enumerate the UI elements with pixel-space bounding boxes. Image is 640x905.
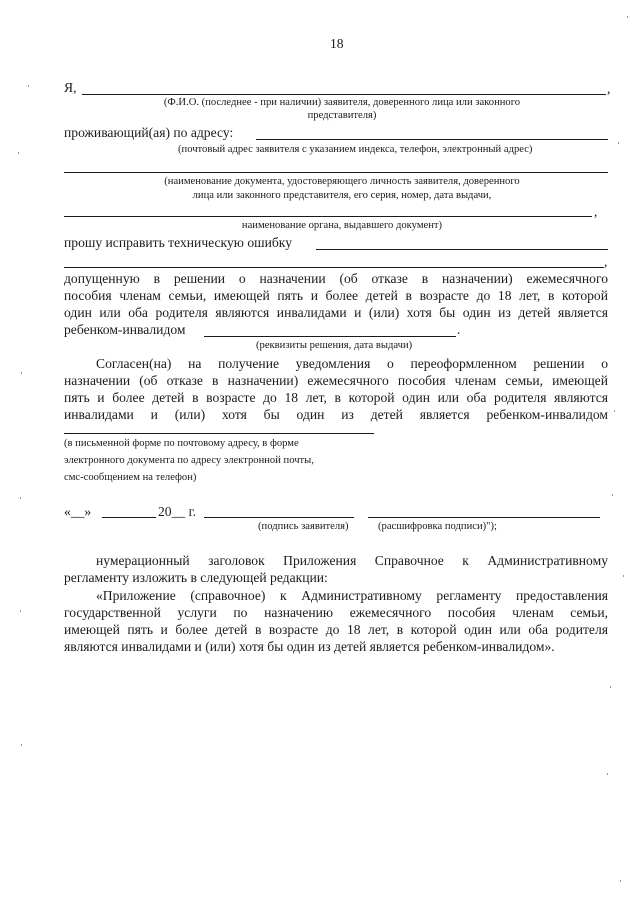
consent-paragraph-line-1: Согласен(на) на получение уведомления о переоформленном решении о	[96, 356, 608, 371]
scan-speck	[610, 686, 611, 688]
scan-speck	[21, 744, 22, 746]
scan-speck	[607, 773, 608, 775]
hint-fio-line-1: (Ф.И.О. (последнее - при наличии) заявителя, доверенного лица или законного	[163, 97, 521, 108]
hint-decoding: (расшифровка подписи)");	[378, 521, 497, 532]
error-paragraph-line-2: пособия членам семьи, имеющей пять и более детей в возрасте до 18 лет, в которой	[64, 288, 608, 303]
address-line-2	[64, 172, 608, 173]
consent-paragraph-line-4: инвалидами и (или) хотя бы один из детей является ребенком-инвалидом	[64, 407, 608, 422]
page-number: 18	[330, 36, 344, 51]
consent-paragraph-line-3: пять и более детей в возрасте до 18 лет, в которой один или оба родителя являются	[64, 390, 608, 405]
scan-speck	[20, 497, 21, 499]
date-day: «__»	[64, 504, 92, 519]
hint-document-line-1: (наименование документа, удостоверяющего личность заявителя, доверенного	[164, 176, 520, 187]
scan-speck	[627, 16, 628, 18]
hint-fio-line-2: представителя)	[307, 110, 377, 121]
error-description-line	[316, 249, 608, 250]
address-line	[256, 139, 608, 140]
error-paragraph-line-3: один или оба родителя являются инвалидами и (или) хотя бы один из детей является	[64, 305, 608, 320]
hint-notice-line-3: смс-сообщением на телефон)	[64, 472, 197, 483]
error-line-comma: ,	[604, 254, 608, 269]
amendment-line-4: государственной услуги по назначению ежемесячного пособия членам семьи,	[64, 605, 608, 620]
hint-notice-line-1: (в письменной форме по почтовому адресу, в форме	[64, 438, 299, 449]
amendment-line-1: нумерационный заголовок Приложения Справочное к Административному	[96, 553, 608, 568]
scan-speck	[612, 494, 613, 496]
hint-notice-line-2: электронного документа по адресу электронной почты,	[64, 455, 314, 466]
applicant-prefix: Я,	[64, 80, 77, 95]
amendment-line-3: «Приложение (справочное) к Административному регламенту предоставления	[96, 588, 608, 603]
decision-period: .	[457, 322, 461, 337]
applicant-name-line	[82, 94, 606, 95]
scan-speck	[18, 152, 19, 154]
scan-speck	[618, 142, 619, 144]
error-paragraph-line-4: ребенком-инвалидом	[64, 322, 186, 337]
signature-decoding-line	[368, 517, 600, 518]
notice-method-line	[64, 433, 374, 434]
hint-document-line-2: лица или законного представителя, его серия, номер, дата выдачи,	[192, 190, 492, 201]
scan-speck	[21, 372, 22, 374]
amendment-line-2: регламенту изложить в следующей редакции:	[64, 570, 328, 585]
date-year: 20__ г.	[158, 504, 197, 519]
scan-speck	[620, 880, 621, 882]
consent-paragraph-line-2: назначении (об отказе в назначении) ежемесячного пособия членам семьи, имеющей	[64, 373, 608, 388]
request-label: прошу исправить техническую ошибку	[64, 235, 292, 250]
document-line-comma: ,	[594, 204, 598, 219]
amendment-line-5: имеющей пять и более детей в возрасте до 18 лет, в которой один или оба родителя	[64, 622, 608, 637]
scan-speck	[20, 610, 21, 612]
scan-speck	[28, 85, 29, 87]
error-paragraph-line-1: допущенную в решении о назначении (об отказе в назначении) ежемесячного	[64, 271, 608, 286]
date-month-line	[102, 517, 156, 518]
applicant-name-comma: ,	[607, 81, 611, 96]
hint-decision: (реквизиты решения, дата выдачи)	[256, 340, 413, 351]
hint-address: (почтовый адрес заявителя с указанием индекса, телефон, электронный адрес)	[178, 144, 533, 155]
signature-line	[204, 517, 354, 518]
decision-details-line	[204, 336, 456, 337]
error-description-line-2	[64, 267, 604, 268]
amendment-line-6: являются инвалидами и (или) хотя бы один из детей является ребенком-инвалидом».	[64, 639, 555, 654]
scan-speck	[614, 410, 615, 412]
scan-speck	[623, 575, 624, 577]
document-line	[64, 216, 592, 217]
residing-label: проживающий(ая) по адресу:	[64, 125, 234, 140]
hint-issuer: наименование органа, выдавшего документ)	[241, 220, 443, 231]
hint-signature: (подпись заявителя)	[258, 521, 349, 532]
